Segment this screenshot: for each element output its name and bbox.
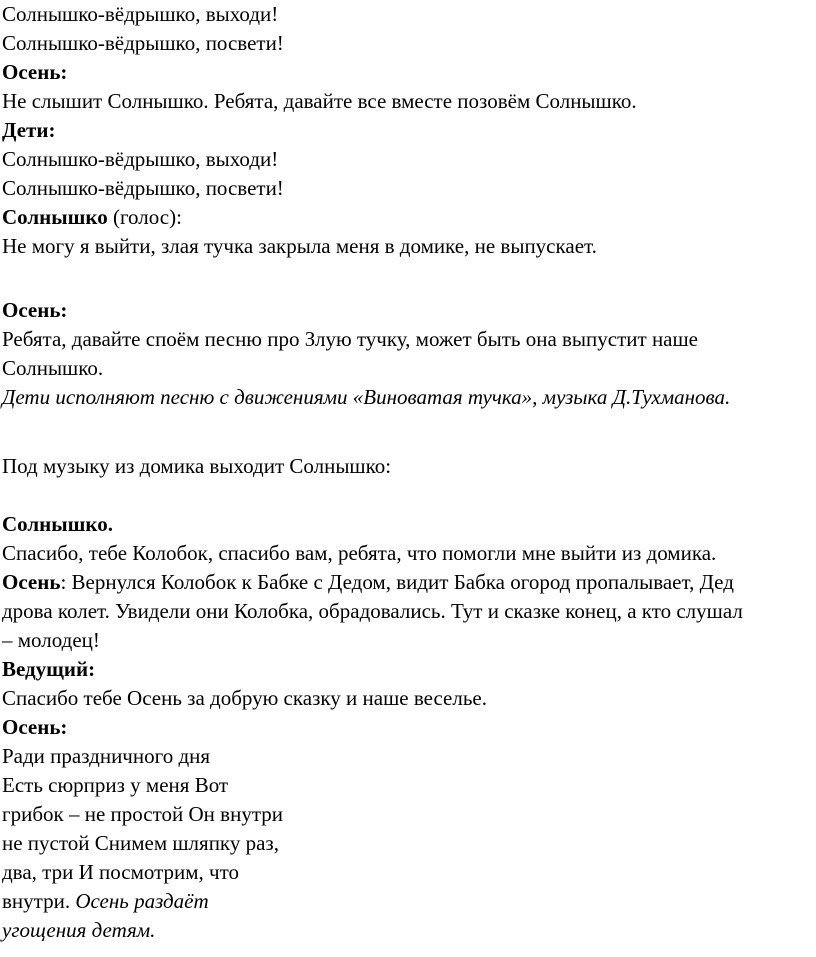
text-run: дрова колет. Увидели они Колобка, обрадовались. Тут и сказке конец, а кто слушал — [2, 599, 743, 623]
text-run: (голос): — [107, 205, 182, 229]
text-run: Ради праздничного дня — [2, 744, 211, 768]
text-run: два, три И посмотрим, что — [2, 860, 239, 884]
speaker-label: Осень: — [2, 298, 68, 322]
text-line — [2, 232, 597, 261]
text-line — [2, 29, 284, 58]
speaker-label: Солнышко — [2, 205, 108, 229]
text-run: Ребята, давайте споём песню про Злую тучку, может быть она выпустит наше — [2, 327, 698, 351]
text-run: Солнышко-вёдрышко, посвети! — [2, 31, 284, 55]
text-line — [2, 829, 279, 858]
text-line — [2, 742, 210, 771]
text-line — [2, 539, 716, 568]
text-line — [2, 916, 155, 945]
text-line — [2, 887, 209, 916]
text-line — [2, 597, 743, 626]
text-line — [2, 655, 95, 684]
text-line — [2, 116, 55, 145]
text-run: Есть сюрприз у меня Вот — [2, 773, 229, 797]
text-line — [2, 203, 182, 232]
speaker-label: Осень — [2, 570, 61, 594]
text-run: Спасибо тебе Осень за добрую сказку и наше веселье. — [2, 686, 487, 710]
speaker-label: Осень: — [2, 715, 68, 739]
text-run: Под музыку из домика выходит Солнышко: — [2, 454, 392, 478]
stage-direction: Осень раздаёт — [75, 889, 209, 913]
text-run: : Вернулся Колобок к Бабке с Дедом, видит Бабка огород пропалывает, Дед — [60, 570, 734, 594]
text-line — [2, 800, 283, 829]
speaker-label: Солнышко. — [2, 512, 113, 536]
text-run: Солнышко-вёдрышко, выходи! — [2, 2, 279, 26]
text-run: – молодец! — [2, 628, 100, 652]
text-run: грибок – не простой Он внутри — [2, 802, 283, 826]
text-line — [2, 0, 278, 29]
text-line — [2, 145, 278, 174]
text-line — [2, 354, 103, 383]
text-run: не пустой Снимем шляпку раз, — [2, 831, 279, 855]
text-line — [2, 858, 239, 887]
text-line — [2, 626, 100, 655]
stage-direction: угощения детям. — [2, 918, 156, 942]
text-run: Солнышко-вёдрышко, выходи! — [2, 147, 279, 171]
text-line — [2, 296, 67, 325]
text-run: Не слышит Солнышко. Ребята, давайте все вместе позовём Солнышко. — [2, 89, 637, 113]
text-line — [2, 771, 228, 800]
text-run: внутри. — [2, 889, 76, 913]
text-line — [2, 684, 487, 713]
text-line — [2, 383, 730, 412]
speaker-label: Дети: — [2, 118, 56, 142]
speaker-label: Ведущий: — [2, 657, 96, 681]
text-run: Солнышко-вёдрышко, посвети! — [2, 176, 284, 200]
text-line — [2, 58, 67, 87]
text-line — [2, 87, 637, 116]
stage-direction: Дети исполняют песню с движениями «Виноватая тучка», музыка Д.Тухманова. — [2, 385, 731, 409]
speaker-label: Осень: — [2, 60, 68, 84]
text-run: Не могу я выйти, злая тучка закрыла меня в домике, не выпускает. — [2, 234, 597, 258]
text-line — [2, 452, 391, 481]
text-line — [2, 510, 113, 539]
text-line — [2, 174, 284, 203]
text-line — [2, 568, 734, 597]
text-line — [2, 325, 698, 354]
text-run: Солнышко. — [2, 356, 104, 380]
text-run: Спасибо, тебе Колобок, спасибо вам, ребята, что помогли мне выйти из домика. — [2, 541, 717, 565]
text-line — [2, 713, 67, 742]
